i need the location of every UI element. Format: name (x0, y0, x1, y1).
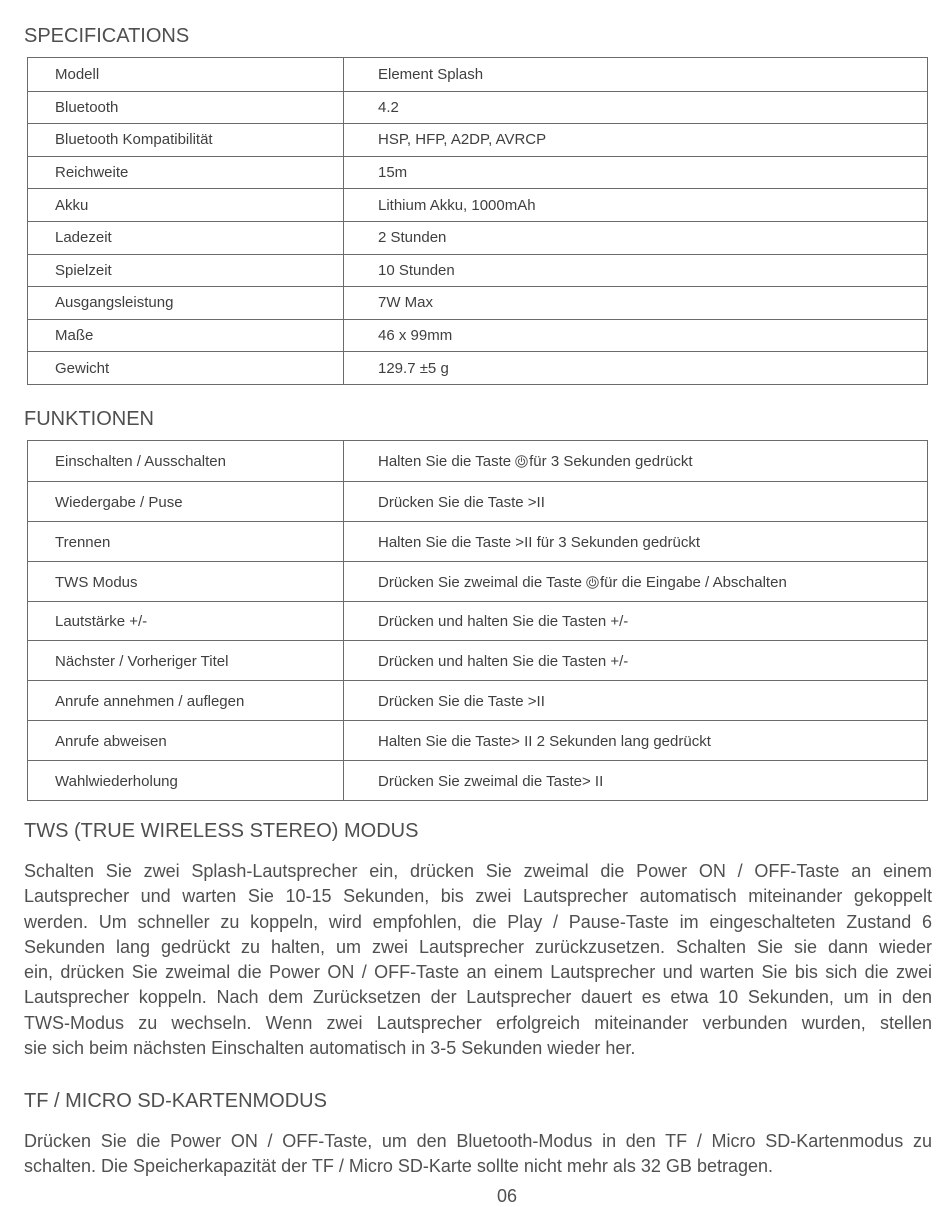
paragraph-line: Drücken Sie die Power ON / OFF-Taste, um den Bluetooth-Modus in den TF / Micro SD-Kartenmodus zu (24, 1131, 932, 1151)
function-action: Halten Sie die Taste> II 2 Sekunden lang gedrückt (378, 733, 711, 751)
spec-label: Bluetooth (28, 92, 344, 124)
function-label: Wiedergabe / Puse (28, 482, 344, 521)
paragraph-line: werden. Um schneller zu koppeln, wird empfohlen, die Play / Pause-Taste im eingeschalteten Zustand 6 (24, 911, 932, 932)
function-action: Halten Sie die Taste >II für 3 Sekunden gedrückt (378, 533, 701, 551)
tws-paragraph (24, 859, 932, 1061)
function-label: Anrufe abweisen (28, 721, 344, 760)
function-label: Lautstärke +/- (28, 602, 344, 641)
functions-table (27, 440, 928, 801)
spec-label: Ladezeit (28, 222, 344, 254)
spec-row (28, 58, 927, 91)
spec-label: Gewicht (28, 352, 344, 384)
function-row (28, 760, 927, 800)
spec-label: Modell (28, 58, 344, 91)
spec-row (28, 123, 927, 156)
spec-row (28, 91, 927, 124)
function-action: Drücken Sie die Taste >II (378, 693, 545, 711)
spec-row (28, 351, 927, 384)
spec-label: Spielzeit (28, 255, 344, 287)
paragraph-line: ein, drücken Sie zweimal die Power ON / OFF-Taste an einem Lautsprecher und warten Sie bis sich die zwei (24, 962, 932, 983)
function-row (28, 561, 927, 601)
spec-label: Reichweite (28, 157, 344, 189)
function-row (28, 720, 927, 760)
function-action: Drücken und halten Sie die Tasten +/- (378, 613, 629, 631)
function-row (28, 640, 927, 680)
spec-row (28, 188, 927, 221)
functions-heading: FUNKTIONEN (24, 408, 154, 430)
spec-value: 7W Max (378, 294, 434, 312)
spec-value: Lithium Akku, 1000mAh (378, 196, 536, 214)
function-action: Drücken und halten Sie die Tasten +/- (378, 653, 629, 671)
function-label: Anrufe annehmen / auflegen (28, 681, 344, 720)
power-icon (586, 576, 599, 589)
spec-row (28, 286, 927, 319)
function-action-text-after: für 3 Sekunden gedrückt (529, 453, 693, 471)
spec-value: 10 Stunden (378, 261, 455, 279)
function-action (344, 441, 927, 481)
spec-label: Maße (28, 320, 344, 352)
paragraph-line: Schalten Sie zwei Splash-Lautsprecher ein, drücken Sie zweimal die Power ON / OFF-Taste an einem (24, 861, 932, 881)
specifications-table (27, 57, 928, 385)
tws-heading: TWS (TRUE WIRELESS STEREO) MODUS (24, 820, 419, 842)
page-number: 06 (496, 1186, 518, 1206)
tf-paragraph (24, 1129, 932, 1180)
spec-value: Element Splash (378, 65, 484, 83)
paragraph-line: Sekunden lang gedrückt zu halten, um zwei Lautsprecher zurückzusetzen. Schalten Sie sie dann wieder (24, 936, 932, 957)
paragraph-line: TWS-Modus zu wechseln. Wenn zwei Lautsprecher erfolgreich miteinander verbunden wurden, stellen (24, 1012, 932, 1033)
spec-row (28, 254, 927, 287)
paragraph-line: Lautsprecher und warten Sie 10-15 Sekunden, bis zwei Lautsprecher automatisch miteinander gekoppelt (24, 886, 932, 907)
spec-row (28, 319, 927, 352)
function-action-inline (378, 453, 693, 470)
spec-row (28, 221, 927, 254)
spec-value: 2 Stunden (378, 229, 447, 247)
paragraph-line: sie sich beim nächsten Einschalten automatisch in 3-5 Sekunden wieder her. (24, 1038, 636, 1059)
function-row (28, 441, 927, 481)
function-row (28, 521, 927, 561)
spec-label: Akku (28, 189, 344, 221)
function-row (28, 481, 927, 521)
function-label: Nächster / Vorheriger Titel (28, 641, 344, 680)
function-label: Wahlwiederholung (28, 761, 344, 800)
function-row (28, 680, 927, 720)
spec-label: Bluetooth Kompatibilität (28, 124, 344, 156)
function-action: Drücken Sie zweimal die Taste> II (378, 772, 604, 790)
function-action-text: Drücken Sie zweimal die Taste (378, 573, 582, 591)
power-icon (515, 455, 528, 468)
spec-row (28, 156, 927, 189)
spec-value: 46 x 99mm (378, 327, 453, 345)
function-action-inline (378, 574, 787, 591)
function-label: Einschalten / Ausschalten (28, 441, 344, 481)
spec-value: 129.7 ±5 g (378, 359, 449, 377)
spec-value: 15m (378, 164, 408, 182)
paragraph-line: schalten. Die Speicherkapazität der TF / Micro SD-Karte sollte nicht mehr als 32 GB betragen. (24, 1156, 774, 1177)
spec-label: Ausgangsleistung (28, 287, 344, 319)
specifications-heading: SPECIFICATIONS (24, 25, 190, 47)
function-action (344, 562, 927, 601)
tf-heading: TF / MICRO SD-KARTENMODUS (24, 1090, 327, 1112)
spec-value: HSP, HFP, A2DP, AVRCP (378, 131, 547, 149)
spec-value: 4.2 (378, 98, 399, 116)
function-action-text: Halten Sie die Taste (378, 453, 512, 471)
function-label: TWS Modus (28, 562, 344, 601)
function-action: Drücken Sie die Taste >II (378, 493, 545, 511)
function-action-text-after: für die Eingabe / Abschalten (599, 573, 787, 591)
paragraph-line: Lautsprecher koppeln. Nach dem Zurücksetzen der Lautsprecher dauert es etwa 10 Sekunden, um in den (24, 987, 932, 1008)
function-row (28, 601, 927, 641)
function-label: Trennen (28, 522, 344, 561)
